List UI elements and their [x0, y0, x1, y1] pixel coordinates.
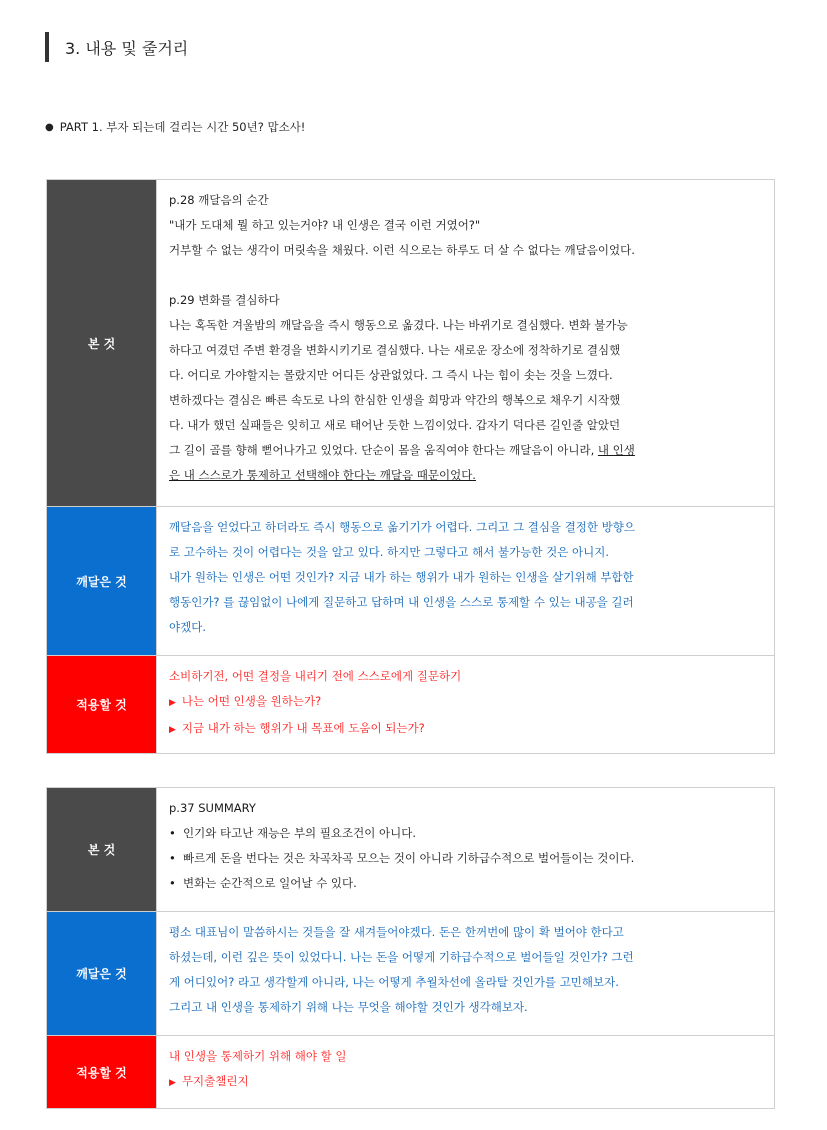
p29-title: p.29 변화를 결심하다 — [169, 293, 280, 307]
p28-title: p.28 깨달음의 순간 — [169, 193, 269, 207]
content-seen — [157, 788, 775, 912]
underlined-text: 은 내 스스로가 통제하고 선택해야 한다는 깨달음 때문이었다. — [169, 468, 476, 482]
underlined-text: 내 인생 — [597, 443, 635, 457]
label-realized: 깨달은 것 — [47, 507, 157, 656]
row-apply — [47, 1036, 775, 1109]
p29-line: 변하겠다는 결심은 빠른 속도로 나의 한심한 인생을 희망과 약간의 행복으로 채우기 시작했 — [169, 393, 621, 407]
apply-item-text: 지금 내가 하는 행위가 내 목표에 도움이 되는가? — [181, 721, 425, 735]
row-realized — [47, 507, 775, 656]
p29-line: 다. 내가 했던 실패들은 잊히고 새로 태어난 듯한 느낌이었다. 갑자기 덕다른 길인줄 알았던 — [169, 418, 621, 432]
apply-item — [169, 689, 762, 716]
triangle-right-icon: ▶ — [169, 1078, 176, 1088]
label-seen: 본 것 — [47, 180, 157, 507]
row-seen — [47, 788, 775, 912]
heading-bar — [45, 32, 49, 62]
p29-line: 하다고 여겼던 주변 환경을 변화시키기로 결심했다. 나는 새로운 장소에 정착하기로 결심했 — [169, 343, 621, 357]
realized-line: 하셨는데, 이런 깊은 뜻이 있었다니. 나는 돈을 어떻게 기하급수적으로 벌어들일 것인가? 그런 — [169, 950, 634, 964]
apply-item-text: 나는 어떤 인생을 원하는가? — [181, 694, 322, 708]
realized-line: 야겠다. — [169, 620, 206, 634]
part-title — [45, 119, 305, 135]
review-table-1 — [46, 179, 775, 754]
label-apply: 적용할 것 — [47, 1036, 157, 1109]
apply-item — [169, 716, 762, 743]
apply-intro: 내 인생을 통제하기 위해 해야 할 일 — [169, 1049, 347, 1063]
summary-title: p.37 SUMMARY — [169, 801, 256, 815]
p28-quote: "내가 도대체 뭘 하고 있는거야? 내 인생은 결국 이런 거였어?" — [169, 218, 481, 232]
realized-line: 내가 원하는 인생은 어떤 것인가? 지금 내가 하는 행위가 내가 원하는 인생을 살기위해 부합한 — [169, 570, 634, 584]
apply-intro: 소비하기전, 어떤 결정을 내리기 전에 스스로에게 질문하기 — [169, 669, 462, 683]
list-item: • 빠르게 돈을 번다는 것은 차곡차곡 모으는 것이 아니라 기하급수적으로 벌어들이는 것이다. — [169, 846, 762, 871]
content-apply — [157, 656, 775, 754]
part-title-text: PART 1. 부자 되는데 걸리는 시간 50년? 맙소사! — [59, 120, 306, 134]
p29-line: 다. 어디로 가야할지는 몰랐지만 어디든 상관없었다. 그 즉시 나는 힘이 솟는 것을 느꼈다. — [169, 368, 613, 382]
row-apply — [47, 656, 775, 754]
content-apply — [157, 1036, 775, 1109]
bullet-icon: ● — [45, 121, 54, 133]
realized-line: 그리고 내 인생을 통제하기 위해 나는 무엇을 해야할 것인가 생각해보자. — [169, 1000, 528, 1014]
summary-list — [169, 821, 762, 896]
list-item: • 인기와 타고난 재능은 부의 필요조건이 아니다. — [169, 821, 762, 846]
p29-line-text: 그 길이 골를 향해 뻗어나가고 있었다. 단순이 몸을 움직여야 한다는 깨달음이 아니라, — [169, 443, 598, 457]
realized-line: 게 어디있어? 라고 생각할게 아니라, 나는 어떻게 추월차선에 올라탈 것인가를 고민해보자. — [169, 975, 619, 989]
row-realized — [47, 912, 775, 1036]
apply-item-text: 무지출챌린지 — [181, 1074, 249, 1088]
spacer — [169, 263, 762, 288]
p29-line — [169, 438, 762, 463]
section-heading — [45, 32, 188, 62]
realized-line: 평소 대표님이 말씀하시는 것들을 잘 새겨들어야겠다. 돈은 한꺼번에 많이 확 벌어야 한다고 — [169, 925, 624, 939]
realized-line: 깨달음을 얻었다고 하더라도 즉시 행동으로 옮기기가 어렵다. 그리고 그 결심을 결정한 방향으 — [169, 520, 636, 534]
section-title: 3. 내용 및 줄거리 — [65, 38, 189, 58]
review-table-2 — [46, 787, 775, 1109]
p29-line: 나는 혹독한 겨울밤의 깨달음을 즉시 행동으로 옮겼다. 나는 바뀌기로 결심했다. 변화 불가능 — [169, 318, 628, 332]
list-item: • 변화는 순간적으로 일어날 수 있다. — [169, 871, 762, 896]
content-seen — [157, 180, 775, 507]
p28-body: 거부할 수 없는 생각이 머릿속을 채웠다. 이런 식으로는 하루도 더 살 수 없다는 깨달음이었다. — [169, 243, 635, 257]
row-seen — [47, 180, 775, 507]
triangle-right-icon: ▶ — [169, 698, 176, 708]
triangle-right-icon: ▶ — [169, 725, 176, 735]
apply-item — [169, 1069, 762, 1096]
label-apply: 적용할 것 — [47, 656, 157, 754]
realized-line: 로 고수하는 것이 어렵다는 것을 알고 있다. 하지만 그렇다고 해서 불가능한 것은 아니지. — [169, 545, 609, 559]
label-realized: 깨달은 것 — [47, 912, 157, 1036]
content-realized — [157, 507, 775, 656]
label-seen: 본 것 — [47, 788, 157, 912]
content-realized — [157, 912, 775, 1036]
realized-line: 행동인가? 를 끊임없이 나에게 질문하고 답하며 내 인생을 스스로 통제할 수 있는 내공을 길러 — [169, 595, 634, 609]
